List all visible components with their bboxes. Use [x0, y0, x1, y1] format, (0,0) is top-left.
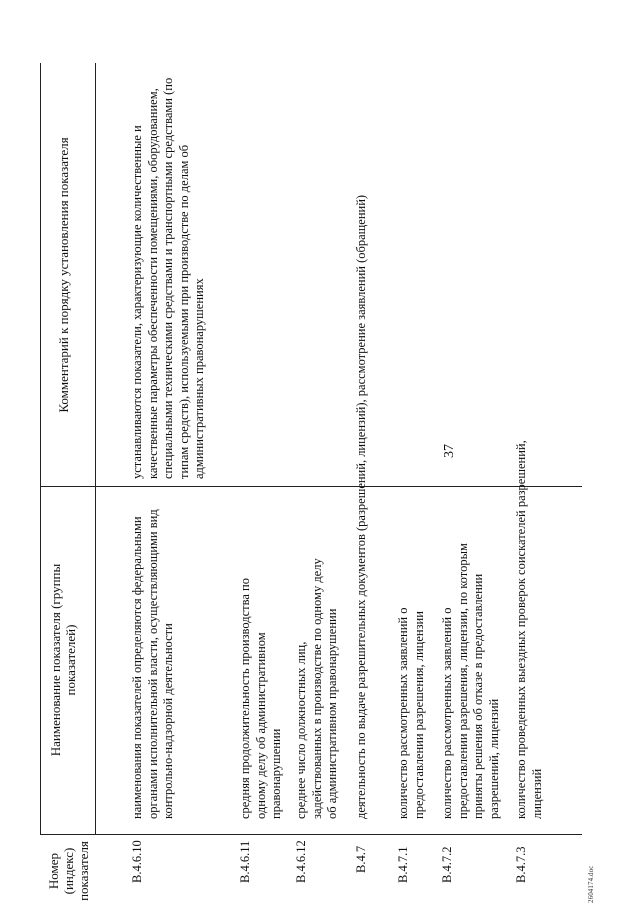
row-1-comment: устанавливаются показатели, характеризующие количественные и качественные параметры обеспеченности помещениями, оборудованием, специальными техническими средствами и транспортными средствами (по типам средств), используемыми при производстве по делам об административных правонарушениях: [130, 77, 206, 479]
row-4-name: деятельность по выдаче разрешительных документов (разрешений, лицензий), рассмотрение заявлений (обращений): [354, 194, 368, 819]
row-1-name: наименования показателей определяются федеральными органами исполнительной власти, осуществляющими вид контрольно-надзорной деятельности: [130, 509, 175, 819]
row-2-name: средняя продолжительность производства по одному делу об административном правонарушении: [238, 578, 283, 819]
document-reference: 2604174.doc: [587, 865, 595, 903]
row-6-number: В.4.7.2: [440, 846, 454, 883]
header-comment: Комментарий к порядку установления показателя: [56, 137, 71, 413]
column-divider-number: [40, 834, 582, 835]
header-name: Наименование показателя (группы показателей): [48, 563, 78, 757]
row-1-number: В.4.6.10: [130, 840, 144, 883]
row-6-name: количество рассмотренных заявлений о предоставлении разрешения, лицензии, по которым приняты решения об отказе в предоставлении разрешений, лицензий: [440, 543, 501, 819]
row-2-number: В.4.6.11: [238, 840, 252, 883]
header-bottom-border: [95, 63, 96, 835]
row-7-number: В.4.7.3: [514, 846, 528, 883]
row-5-name: количество рассмотренных заявлений о предоставлении разрешения, лицензии: [396, 607, 426, 819]
row-7-name: количество проведенных выездных проверок соискателей разрешений, лицензий: [514, 440, 544, 819]
header-number: Номер (индекс) показателя: [46, 841, 91, 901]
row-4-number: В.4.7: [354, 845, 368, 873]
row-5-number: В.4.7.1: [396, 846, 410, 883]
page-number: 37: [442, 444, 457, 458]
row-3-number: В.4.6.12: [294, 840, 308, 883]
row-3-name: среднее число должностных лиц, задействованных в производстве по одному делу об административном правонарушении: [294, 558, 339, 819]
column-divider-name: [40, 486, 582, 487]
table-top-border: [40, 63, 41, 835]
